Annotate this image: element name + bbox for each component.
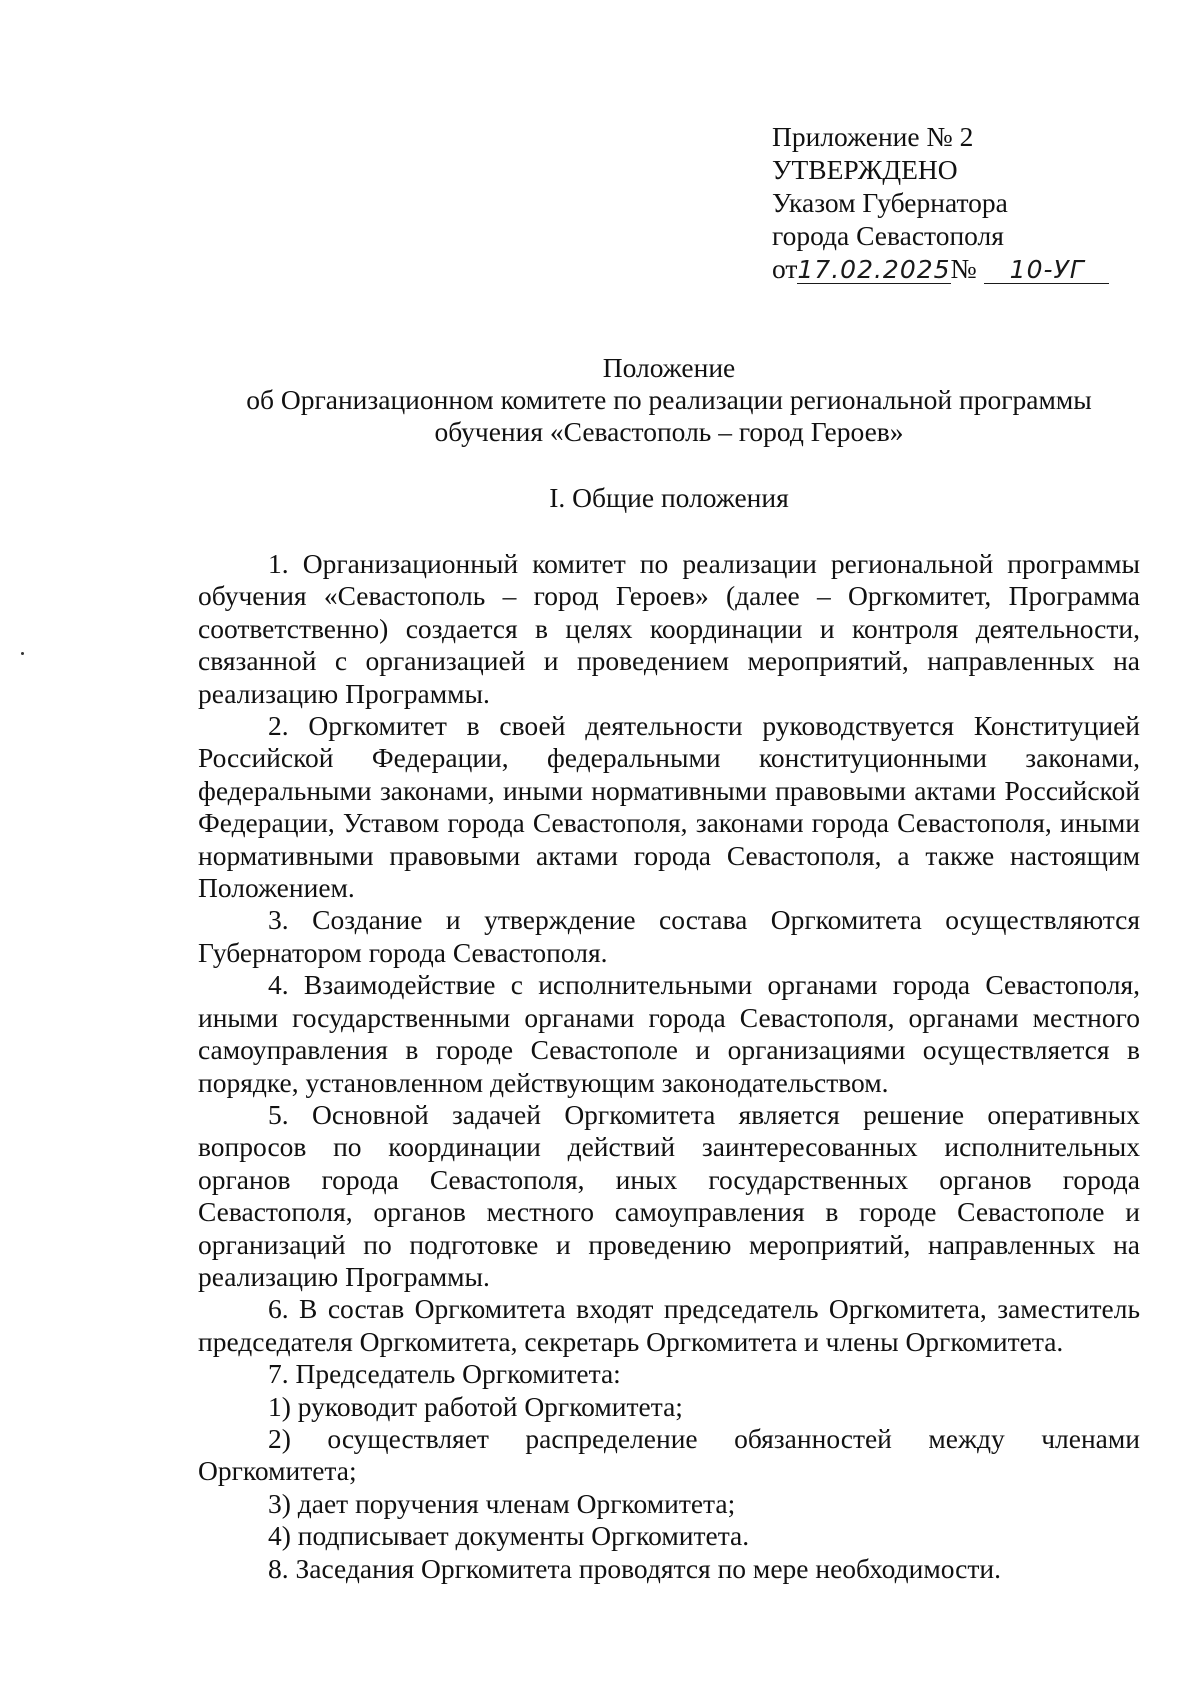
paragraph-6: 6. В состав Оргкомитета входят председатель Оргкомитета, заместитель председателя Оргкомитета, секретарь Оргкомитета и члены Оргкомитета. [198,1293,1140,1357]
appendix-label: Приложение № 2 [772,121,974,152]
list-item-3: 3) дает поручения членам Оргкомитета; [268,1487,736,1519]
title-line-2: об Организационном комитете по реализации региональной программы [246,384,1092,415]
paragraph-7: 7. Председатель Оргкомитета: [268,1358,621,1390]
list-item-1: 1) руководит работой Оргкомитета; [268,1390,683,1422]
decree-date-number [772,252,1109,285]
number-label: № [950,253,977,284]
decree-label: Указом Губернатора [772,187,1008,218]
from-prefix: от [772,253,798,284]
approved-label: УТВЕРЖДЕНО [772,154,958,185]
paragraph-2: 2. Оргкомитет в своей деятельности руководствуется Конституцией Российской Федерации, федеральными конституционными законами, федеральными законами, иными нормативными правовыми актами Российской Федерации, Уставом города Севастополя, законами города Севастополя, иными нормативными правовыми актами города Севастополя, а также настоящим Положением. [198,710,1140,904]
document-title [198,352,1140,448]
approval-stamp-block [772,120,1109,285]
title-line-1: Положение [602,352,736,383]
section-heading: I. Общие положения [549,482,789,513]
document-body [198,548,1140,1585]
paragraph-3: 3. Создание и утверждение состава Оргкомитета осуществляются Губернатором города Севастополя. [198,904,1140,968]
title-line-3: обучения «Севастополь – город Героев» [434,416,904,447]
paragraph-8: 8. Заседания Оргкомитета проводятся по мере необходимости. [268,1552,1001,1584]
list-item-2: 2) осуществляет распределение обязанностей между членами Оргкомитета; [198,1422,1140,1487]
scan-speck [21,652,24,655]
paragraph-1: 1. Организационный комитет по реализации региональной программы обучения «Севастополь – город Героев» (далее – Оргкомитет, Программа соответственно) создается в целях координации и контроля деятельности, связанной с организацией и проведением мероприятий, направленных на реализацию Программы. [198,548,1140,709]
handwritten-number: 10-УГ [984,257,1109,284]
list-item-4: 4) подписывает документы Оргкомитета. [268,1520,750,1552]
city-label: города Севастополя [772,220,1004,251]
paragraph-5: 5. Основной задачей Оргкомитета является решение оперативных вопросов по координации действий заинтересованных исполнительных органов города Севастополя, иных государственных органов города Севастополя, органов местного самоуправления в городе Севастополе и организаций по подготовке и проведению мероприятий, направленных на реализацию Программы. [198,1098,1140,1292]
paragraph-4: 4. Взаимодействие с исполнительными органами города Севастополя, иными государственными органами города Севастополя, органами местного самоуправления в городе Севастополе и организациями осуществляется в порядке, установленном действующим законодательством. [198,969,1140,1098]
handwritten-date: 17.02.2025 [797,255,951,284]
